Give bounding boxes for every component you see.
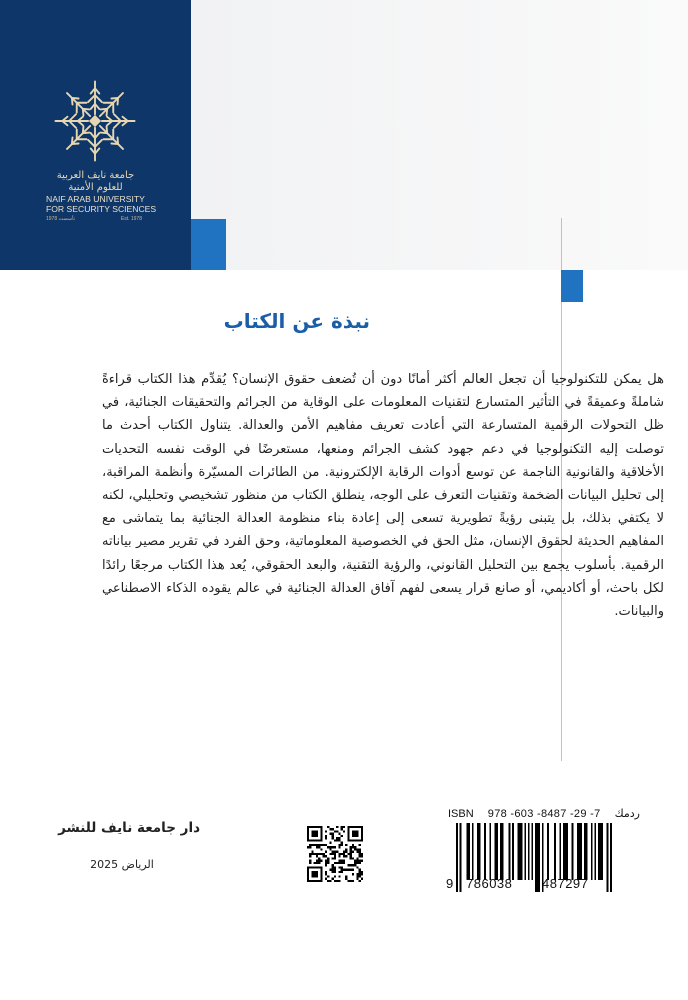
book-description: هل يمكن للتكنولوجيا أن تجعل العالم أكثر أمانًا دون أن تُضعف حقوق الإنسان؟ يُقدِّم هذا الكتاب قراءةً شاملةً وعميقةً في التأثير المتسارع لتقنيات المعلومات على الوقاية من الجرائم والتحقيقات الجنائية، في ظل التحولات الرقمية المتسارعة التي أعادت تعريف مفاهيم الأمن والعدالة. يتناول الكتاب أحدث ما توصلت إليه التكنولوجيا في دعم جهود كشف الجرائم ومنعها، مستعرضًا في الوقت نفسه التحديات الأخلاقية والقانونية الناجمة عن توسع أدوات الرقابة الإلكترونية. من الطائرات المسيّرة وأنظمة المراقبة، إلى تحليل البيانات الضخمة وتقنيات التعرف على الوجه، ينطلق الكتاب من منظور تشخيصي وتحليلي، لكنه لا يكتفي بذلك، بل يتبنى رؤيةً تطويرية تسعى إلى إعادة بناء منظومة العدالة الجنائية بما يتماشى مع المفاهيم الحديثة لحقوق الإنسان، مثل الحق في الخصوصية المعلوماتية، وحق الفرد في تقرير مصير بياناته الرقمية. بأسلوب يجمع بين التحليل القانوني، والرؤية التقنية، والبعد الحقوقي، يُعد هذا الكتاب مرجعًا رائدًا لكل باحث، أو أكاديمي، أو صانع قرار يسعى لفهم آفاق العدالة الجنائية في عالم يقوده الذكاء الاصطناعي والبيانات. (102, 372, 664, 620)
barcode-digits-right: 487297 (542, 876, 589, 891)
publication-city-year: الرياض 2025 (90, 858, 154, 871)
established-year (46, 216, 142, 222)
isbn-label: ISBN (448, 807, 474, 820)
isbn-line (448, 807, 640, 820)
publisher-name: دار جامعة نايف للنشر (58, 820, 200, 836)
logo-panel (0, 0, 191, 270)
isbn-label-arabic: ردمك (614, 807, 640, 820)
accent-square-top (191, 219, 226, 270)
university-name-english (46, 194, 176, 214)
header-background (191, 0, 688, 270)
university-name-arabic (0, 170, 191, 194)
barcode-digit-first: 9 (446, 876, 454, 891)
university-name-en-line2: FOR SECURITY SCIENCES (46, 204, 157, 214)
isbn-number: 978 -603 -8487 -29 -7 (487, 807, 601, 820)
established-en: Est. 1978 (120, 216, 142, 222)
established-ar: تأسست 1978 (46, 216, 75, 222)
barcode-digits-left: 786038 (466, 876, 513, 891)
university-name-ar-line1: جامعة نايف العربية (56, 170, 135, 181)
section-title: نبذة عن الكتاب (223, 309, 370, 333)
accent-square-side (561, 270, 583, 302)
university-name-en-line1: NAIF ARAB UNIVERSITY (46, 194, 145, 204)
university-emblem-icon (52, 78, 138, 164)
qr-code-icon[interactable] (307, 826, 363, 882)
university-name-ar-line2: للعلوم الأمنية (68, 182, 123, 193)
